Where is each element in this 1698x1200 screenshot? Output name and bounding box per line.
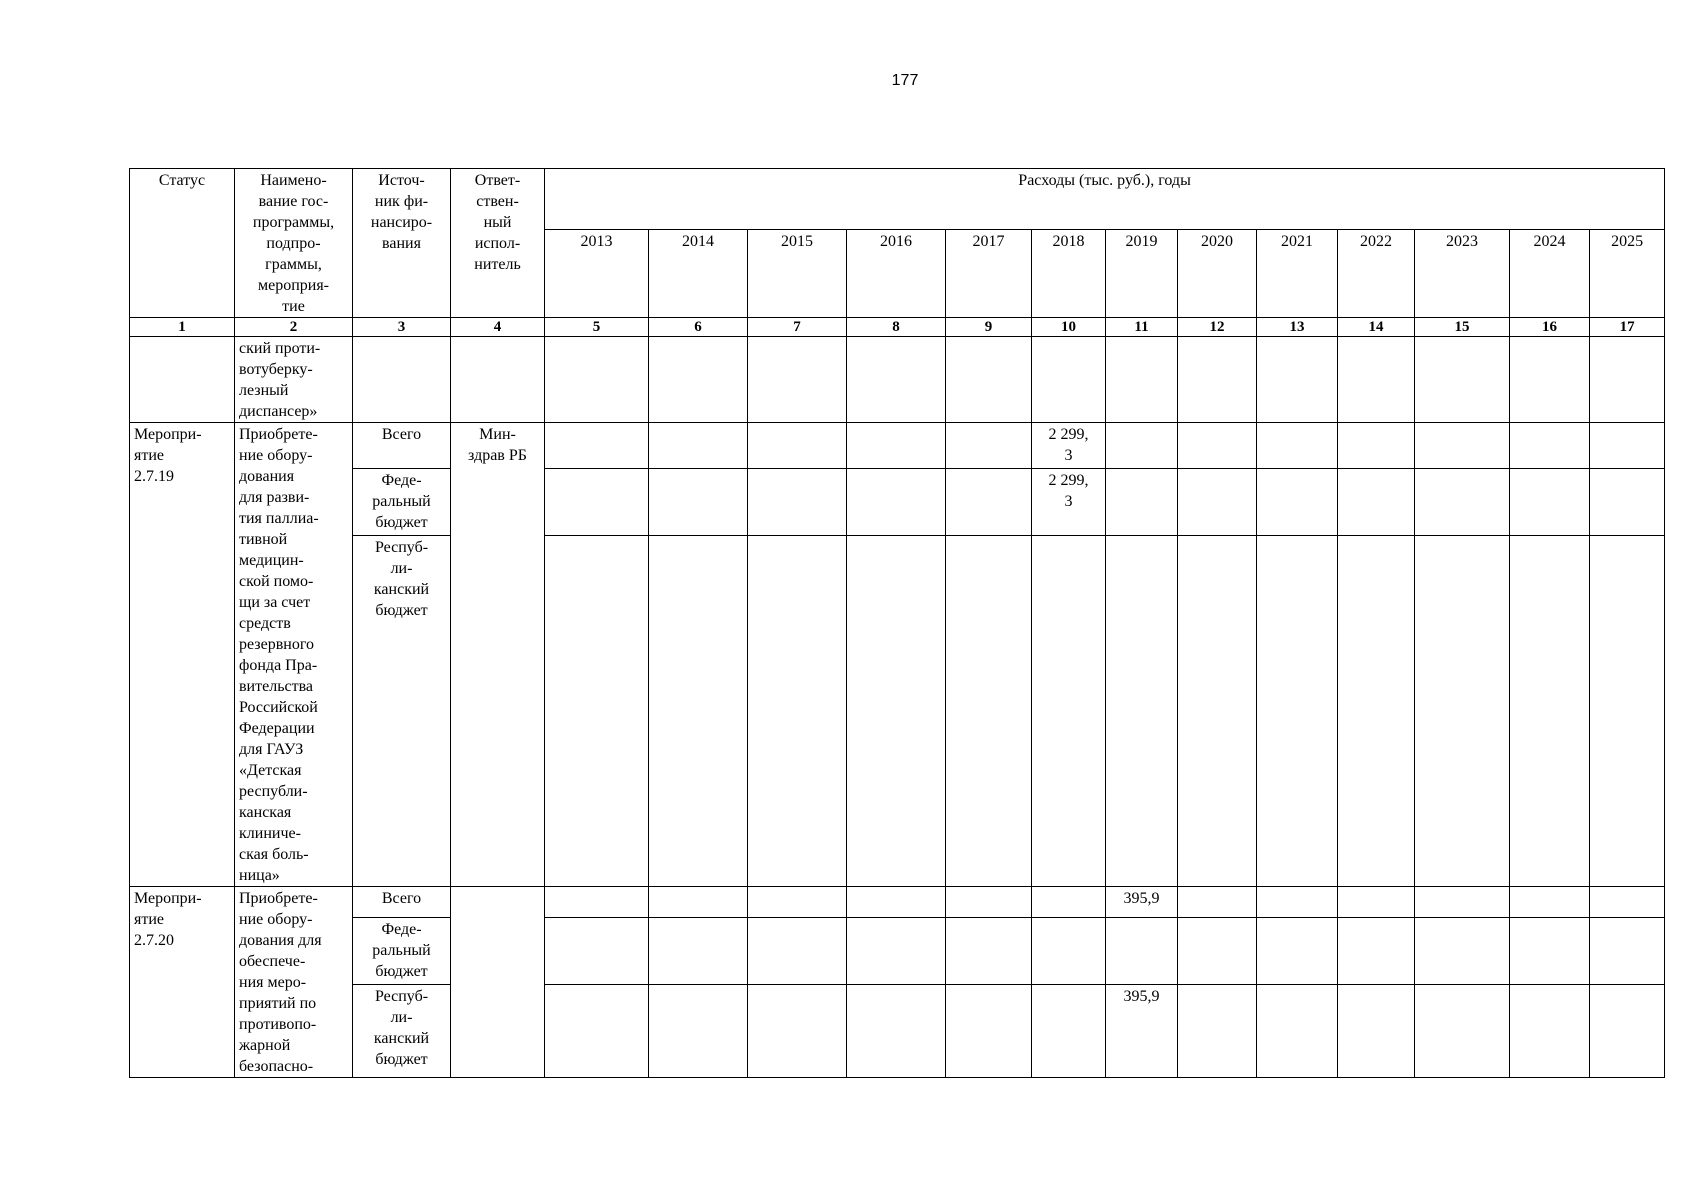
year-header-2019: 2019 bbox=[1106, 230, 1178, 318]
funding-source: Респуб- ли- канский бюджет bbox=[353, 985, 451, 1078]
continuation-cell bbox=[1257, 337, 1338, 423]
expense-value-2014 bbox=[649, 985, 748, 1078]
continuation-cell bbox=[1338, 337, 1415, 423]
continuation-cell bbox=[946, 337, 1032, 423]
expense-value-2013 bbox=[545, 887, 649, 918]
event-row bbox=[130, 917, 1665, 984]
expense-value-2024 bbox=[1510, 887, 1590, 918]
expense-value-2017 bbox=[946, 887, 1032, 918]
expense-value-2016 bbox=[847, 468, 946, 535]
expense-value-2023 bbox=[1415, 423, 1510, 469]
column-number-7: 7 bbox=[748, 318, 847, 337]
year-header-2022: 2022 bbox=[1338, 230, 1415, 318]
year-header-2024: 2024 bbox=[1510, 230, 1590, 318]
expense-value-2020 bbox=[1178, 536, 1257, 887]
expense-value-2025 bbox=[1590, 887, 1665, 918]
continuation-cell bbox=[1106, 337, 1178, 423]
expense-value-2025 bbox=[1590, 468, 1665, 535]
expense-value-2019 bbox=[1106, 917, 1178, 984]
expense-value-2021 bbox=[1257, 423, 1338, 469]
column-number-16: 16 bbox=[1510, 318, 1590, 337]
continuation-cell bbox=[545, 337, 649, 423]
column-number-5: 5 bbox=[545, 318, 649, 337]
expense-value-2022 bbox=[1338, 985, 1415, 1078]
expense-value-2023 bbox=[1415, 536, 1510, 887]
expense-value-2022 bbox=[1338, 887, 1415, 918]
funding-source: Всего bbox=[353, 887, 451, 918]
expense-value-2014 bbox=[649, 423, 748, 469]
year-header-2018: 2018 bbox=[1032, 230, 1106, 318]
event-row bbox=[130, 887, 1665, 918]
header-status: Статус bbox=[130, 169, 235, 318]
expense-value-2013 bbox=[545, 536, 649, 887]
expense-value-2019: 395,9 bbox=[1106, 985, 1178, 1078]
expense-value-2021 bbox=[1257, 536, 1338, 887]
expense-value-2019 bbox=[1106, 536, 1178, 887]
expense-value-2020 bbox=[1178, 423, 1257, 469]
expense-value-2024 bbox=[1510, 468, 1590, 535]
column-number-12: 12 bbox=[1178, 318, 1257, 337]
expense-value-2020 bbox=[1178, 917, 1257, 984]
expense-value-2014 bbox=[649, 536, 748, 887]
expense-value-2020 bbox=[1178, 985, 1257, 1078]
expense-value-2024 bbox=[1510, 985, 1590, 1078]
expense-value-2013 bbox=[545, 423, 649, 469]
expense-value-2013 bbox=[545, 468, 649, 535]
expense-value-2020 bbox=[1178, 887, 1257, 918]
header-executor: Ответ- ствен- ный испол- нитель bbox=[451, 169, 545, 318]
expense-value-2018 bbox=[1032, 985, 1106, 1078]
year-header-2017: 2017 bbox=[946, 230, 1032, 318]
expense-value-2023 bbox=[1415, 917, 1510, 984]
column-number-15: 15 bbox=[1415, 318, 1510, 337]
column-number-14: 14 bbox=[1338, 318, 1415, 337]
continuation-row bbox=[130, 337, 1665, 423]
expense-value-2014 bbox=[649, 468, 748, 535]
column-number-17: 17 bbox=[1590, 318, 1665, 337]
expense-value-2016 bbox=[847, 887, 946, 918]
year-header-2023: 2023 bbox=[1415, 230, 1510, 318]
funding-source: Респуб- ли- канский бюджет bbox=[353, 536, 451, 887]
continuation-cell bbox=[748, 337, 847, 423]
header-source: Источ- ник фи- нансиро- вания bbox=[353, 169, 451, 318]
expense-value-2016 bbox=[847, 423, 946, 469]
expense-value-2015 bbox=[748, 887, 847, 918]
header-name: Наимено- вание гос- программы, подпро- граммы, мероприя- тие bbox=[235, 169, 353, 318]
expense-value-2019: 395,9 bbox=[1106, 887, 1178, 918]
column-number-13: 13 bbox=[1257, 318, 1338, 337]
expense-value-2015 bbox=[748, 985, 847, 1078]
column-number-4: 4 bbox=[451, 318, 545, 337]
column-number-11: 11 bbox=[1106, 318, 1178, 337]
column-number-8: 8 bbox=[847, 318, 946, 337]
expense-value-2023 bbox=[1415, 887, 1510, 918]
continuation-cell bbox=[1032, 337, 1106, 423]
expense-value-2018: 2 299, 3 bbox=[1032, 468, 1106, 535]
expense-value-2024 bbox=[1510, 917, 1590, 984]
year-header-2015: 2015 bbox=[748, 230, 847, 318]
expense-value-2023 bbox=[1415, 468, 1510, 535]
event-executor: Мин- здрав РБ bbox=[451, 423, 545, 887]
expense-value-2022 bbox=[1338, 423, 1415, 469]
expense-value-2018 bbox=[1032, 917, 1106, 984]
expense-value-2025 bbox=[1590, 423, 1665, 469]
continuation-cell bbox=[451, 337, 545, 423]
column-number-1: 1 bbox=[130, 318, 235, 337]
header-expenses: Расходы (тыс. руб.), годы bbox=[545, 169, 1665, 230]
year-header-2013: 2013 bbox=[545, 230, 649, 318]
event-name: Приобрете- ние обору- дования для обеспече- ния меро- приятий по противопо- жарной безопасно- bbox=[235, 887, 353, 1078]
budget-table bbox=[129, 168, 1665, 1078]
continuation-name: ский проти- вотуберку- лезный диспансер» bbox=[235, 337, 353, 423]
column-number-3: 3 bbox=[353, 318, 451, 337]
expense-value-2015 bbox=[748, 536, 847, 887]
funding-source: Феде- ральный бюджет bbox=[353, 468, 451, 535]
expense-value-2021 bbox=[1257, 917, 1338, 984]
event-executor bbox=[451, 887, 545, 1078]
expense-value-2017 bbox=[946, 985, 1032, 1078]
expense-value-2018 bbox=[1032, 887, 1106, 918]
column-number-9: 9 bbox=[946, 318, 1032, 337]
event-row bbox=[130, 468, 1665, 535]
expense-value-2013 bbox=[545, 917, 649, 984]
expense-value-2020 bbox=[1178, 468, 1257, 535]
expense-value-2019 bbox=[1106, 468, 1178, 535]
column-number-10: 10 bbox=[1032, 318, 1106, 337]
expense-value-2013 bbox=[545, 985, 649, 1078]
expense-value-2022 bbox=[1338, 468, 1415, 535]
event-status: Меропри- ятие 2.7.20 bbox=[130, 887, 235, 1078]
expense-value-2024 bbox=[1510, 423, 1590, 469]
continuation-cell bbox=[1178, 337, 1257, 423]
expense-value-2021 bbox=[1257, 887, 1338, 918]
event-row bbox=[130, 423, 1665, 469]
expense-value-2014 bbox=[649, 917, 748, 984]
year-header-2025: 2025 bbox=[1590, 230, 1665, 318]
expense-value-2025 bbox=[1590, 917, 1665, 984]
year-header-2021: 2021 bbox=[1257, 230, 1338, 318]
event-row bbox=[130, 985, 1665, 1078]
expense-value-2021 bbox=[1257, 985, 1338, 1078]
continuation-cell bbox=[847, 337, 946, 423]
expense-value-2017 bbox=[946, 423, 1032, 469]
expense-value-2018 bbox=[1032, 536, 1106, 887]
year-header-2020: 2020 bbox=[1178, 230, 1257, 318]
expense-value-2022 bbox=[1338, 917, 1415, 984]
expense-value-2023 bbox=[1415, 985, 1510, 1078]
continuation-cell bbox=[353, 337, 451, 423]
expense-value-2015 bbox=[748, 468, 847, 535]
expense-value-2015 bbox=[748, 423, 847, 469]
expense-value-2017 bbox=[946, 917, 1032, 984]
expense-value-2017 bbox=[946, 468, 1032, 535]
column-number-row bbox=[130, 318, 1665, 337]
continuation-cell bbox=[1510, 337, 1590, 423]
continuation-status bbox=[130, 337, 235, 423]
header-row-top bbox=[130, 169, 1665, 230]
expense-value-2017 bbox=[946, 536, 1032, 887]
expense-value-2014 bbox=[649, 887, 748, 918]
event-row bbox=[130, 536, 1665, 887]
continuation-cell bbox=[1590, 337, 1665, 423]
funding-source: Всего bbox=[353, 423, 451, 469]
expense-value-2021 bbox=[1257, 468, 1338, 535]
expense-value-2016 bbox=[847, 917, 946, 984]
expense-value-2019 bbox=[1106, 423, 1178, 469]
expense-value-2015 bbox=[748, 917, 847, 984]
expense-value-2025 bbox=[1590, 985, 1665, 1078]
expense-value-2025 bbox=[1590, 536, 1665, 887]
page-number: 177 bbox=[891, 72, 919, 89]
expense-value-2024 bbox=[1510, 536, 1590, 887]
expense-value-2022 bbox=[1338, 536, 1415, 887]
column-number-6: 6 bbox=[649, 318, 748, 337]
expense-value-2016 bbox=[847, 985, 946, 1078]
event-status: Меропри- ятие 2.7.19 bbox=[130, 423, 235, 887]
funding-source: Феде- ральный бюджет bbox=[353, 917, 451, 984]
year-header-2016: 2016 bbox=[847, 230, 946, 318]
continuation-cell bbox=[649, 337, 748, 423]
expense-value-2016 bbox=[847, 536, 946, 887]
event-name: Приобрете- ние обору- дования для разви- тия паллиа- тивной медицин- ской помо- щи за счет средств резервного фонда Пра- вительства Российской Федерации для ГАУЗ «Детская республи- канская клиниче- ская боль- ница» bbox=[235, 423, 353, 887]
column-number-2: 2 bbox=[235, 318, 353, 337]
expense-value-2018: 2 299, 3 bbox=[1032, 423, 1106, 469]
year-header-2014: 2014 bbox=[649, 230, 748, 318]
continuation-cell bbox=[1415, 337, 1510, 423]
